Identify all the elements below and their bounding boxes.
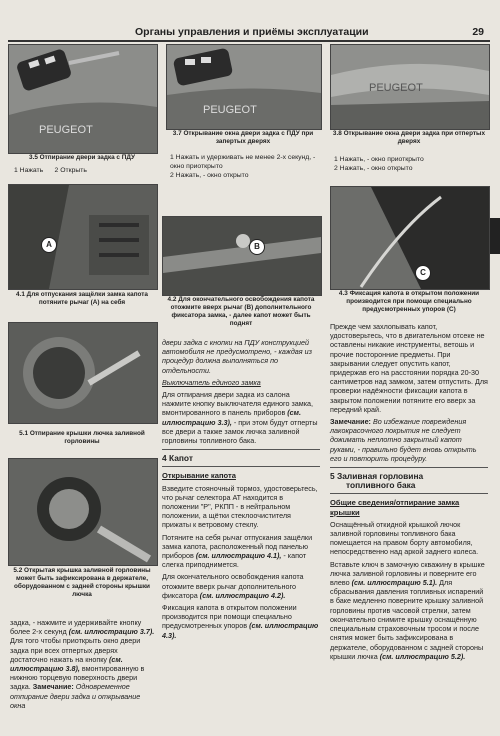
- figure-3-7-steps: [170, 153, 320, 180]
- header-rule: [8, 40, 490, 42]
- section-heading: 5 Заливная горловина: [330, 471, 424, 482]
- text: Для окончательного освобождения капота отожмите вверх рычаг дополнительного фиксатора: [162, 572, 304, 600]
- page-header: [10, 26, 488, 40]
- figure-4-2-caption: 4.2 Для окончательного освобождения капота отожмите вверх рычаг (B) дополнительного фиксатора замка, - далее капот может быть поднят: [167, 296, 315, 327]
- text: Прежде чем захлопывать капот, удостоверьтесь, что в двигательном отсеке не оставлены никакие инструменты, ветошь и прочие посторонние предметы. При закрывании следует опустить капот, придержав его на расстоянии порядка 20-30 сантиметров над замком, затем отпустить. Для проверки надёжности фиксации капота в закрытом положении потяните его вверх за передний край.: [330, 322, 488, 414]
- figure-3-8-steps: [334, 155, 484, 173]
- note-label: Замечание:: [32, 682, 74, 692]
- figure-4-1-caption: 4.1 Для отпускания защёлки замка капота потяните рычаг (А) на себя: [15, 291, 148, 306]
- section-heading-line2: топливного бака: [346, 480, 416, 491]
- figure-5-1-photo: [8, 322, 158, 424]
- ref: (см. иллюстрацию 4.2).: [199, 590, 286, 600]
- text: - при этом будут отперты все двери а также замок лючка заливной горловины топливного бака.: [162, 417, 318, 446]
- ref: (см. иллюстрацию 3.8),: [10, 654, 123, 674]
- note-text: Во избежание повреждения лакокрасочного покрытия не следует дожимать неплотно закрытый капот руками, - правильно будет вновь открыть его и повторить процедуру.: [330, 417, 477, 463]
- divider: [162, 466, 320, 467]
- step-2: 2 Открыть: [54, 167, 87, 174]
- figure-4-3-caption: 4.3 Фиксация капота в открытом положении производится при помощи специально предусмотренных упоров (С): [338, 290, 480, 313]
- ref: (см. иллюстрацию 4.1),: [195, 551, 282, 561]
- step-1: 1 Нажать и удерживать не менее 2-х секунд, - окно приоткрыто: [170, 154, 316, 170]
- figure-3-7-photo: [166, 44, 322, 130]
- text: - капот слегка приподнимется.: [162, 551, 307, 570]
- ref: (см. иллюстрацию 5.1).: [351, 578, 438, 588]
- label-c: C: [415, 265, 431, 281]
- ref: (см. иллюстрацию 4.3).: [162, 621, 319, 640]
- text: Для сбрасывания давления топливных испарений в баке медленно поверните крышку заливной горловины против часовой стрелки, затем окончательно снимите крышку оснащённую специальным страховочным тросом и после снятия может быть зафиксирована в держателе, оборудованном с задней стороны крышки лючка: [330, 578, 484, 661]
- text: двери задка с кнопки на ПДУ конструкцией автомобиля не предусмотрено, - каждая из процедур должна выполняться по отдельности.: [162, 338, 312, 375]
- chapter-tab: [490, 218, 500, 254]
- left-column-text: [10, 618, 156, 710]
- peugeot-lettering: PEUGEOT: [39, 124, 93, 136]
- figure-3-5-caption: 3.5 Отпирание двери задка с ПДУ: [29, 154, 135, 161]
- label-b: B: [249, 239, 265, 255]
- figure-4-2-photo: [162, 216, 322, 296]
- text: Фиксация капота в открытом положении производится при помощи специально предусмотренных упоров: [162, 603, 297, 631]
- ref: (см. иллюстрацию 3.7).: [68, 627, 155, 637]
- middle-column-text: [162, 338, 320, 643]
- ref: (см. иллюстрацию 3.3),: [162, 408, 301, 427]
- step-2: 2 Нажать, - окно открыто: [334, 165, 413, 172]
- step-1: 1 Нажать: [14, 167, 44, 174]
- text: Взведите стояночный тормоз, удостоверьтесь, что рычаг селектора АТ находится в положении "Р", РКПП - в нейтральном положении, а щётки стеклоочистителя прижаты к ветровому стеклу.: [162, 483, 318, 530]
- text: Оснащённый откидной крышкой лючок заливной горловины топливного бака помещается на правом борту автомобиля, непосредственно над аркой заднего колеса.: [330, 519, 479, 557]
- text: Потяните на себя рычаг отпускания защёлки замка капота, расположенный под панелью приборов: [162, 532, 313, 561]
- note-text: Одновременное отпирание двери задка и открывание окна: [10, 682, 141, 710]
- figure-5-1-caption: 5.1 Отпирание крышки лючка заливной горловины: [19, 430, 145, 445]
- figure-5-2-caption: 5.2 Открытая крышка заливной горловины может быть зафиксирована в держателе, оборудованном с задней стороны крышки лючка: [13, 567, 151, 598]
- figure-3-8-photo: [330, 44, 490, 130]
- divider: [330, 493, 488, 494]
- text: Для того чтобы приоткрыть окно двери задка при всех отпертых дверях достаточно нажать на кнопку: [10, 636, 141, 664]
- ref: (см. иллюстрацию 5.2).: [379, 651, 466, 661]
- text: задка, - нажмите и удерживайте кнопку более 2-х секунд: [10, 618, 142, 637]
- text: Вставьте ключ в замочную скважину в крышке лючка заливной горловины и поверните его влево: [330, 559, 485, 588]
- section-heading: 4 Капот: [162, 453, 193, 464]
- svg-text:PEUGEOT: PEUGEOT: [369, 82, 423, 94]
- figure-3-8-caption: 3.8 Открывание окна двери задка при отпертых дверях: [332, 130, 486, 145]
- subheading: Открывание капота: [162, 471, 236, 481]
- figure-5-2-photo: [8, 458, 158, 566]
- figure-3-5-steps: [14, 166, 154, 175]
- figure-4-3-photo: [330, 186, 490, 290]
- text: Для отпирания двери задка из салона нажмите кнопку выключателя единого замка, вмонтированного в панель приборов: [162, 390, 314, 418]
- page-number: 29: [472, 26, 484, 38]
- divider: [162, 449, 320, 450]
- figure-3-5-photo: [8, 44, 158, 154]
- figure-4-1-photo: [8, 184, 158, 290]
- step-2: 2 Нажать, - окно открыто: [170, 172, 249, 179]
- subheading: Общие сведения/отпирание замка крышки: [330, 498, 460, 517]
- note-label: Замечание:: [330, 417, 371, 427]
- svg-text:PEUGEOT: PEUGEOT: [203, 104, 257, 116]
- step-1: 1 Нажать, - окно приоткрыто: [334, 156, 424, 163]
- right-column-text: [330, 322, 488, 664]
- label-a: A: [41, 237, 57, 253]
- figure-3-7-caption: 3.7 Открывание окна двери задка с ПДУ при запертых дверях: [172, 130, 314, 145]
- section-title: Органы управления и приёмы эксплуатации: [135, 26, 369, 38]
- text: вмонтированную в нижнюю торцевую поверхность двери задка.: [10, 664, 145, 692]
- divider: [330, 467, 488, 468]
- subheading: Выключатель единого замка: [162, 377, 261, 387]
